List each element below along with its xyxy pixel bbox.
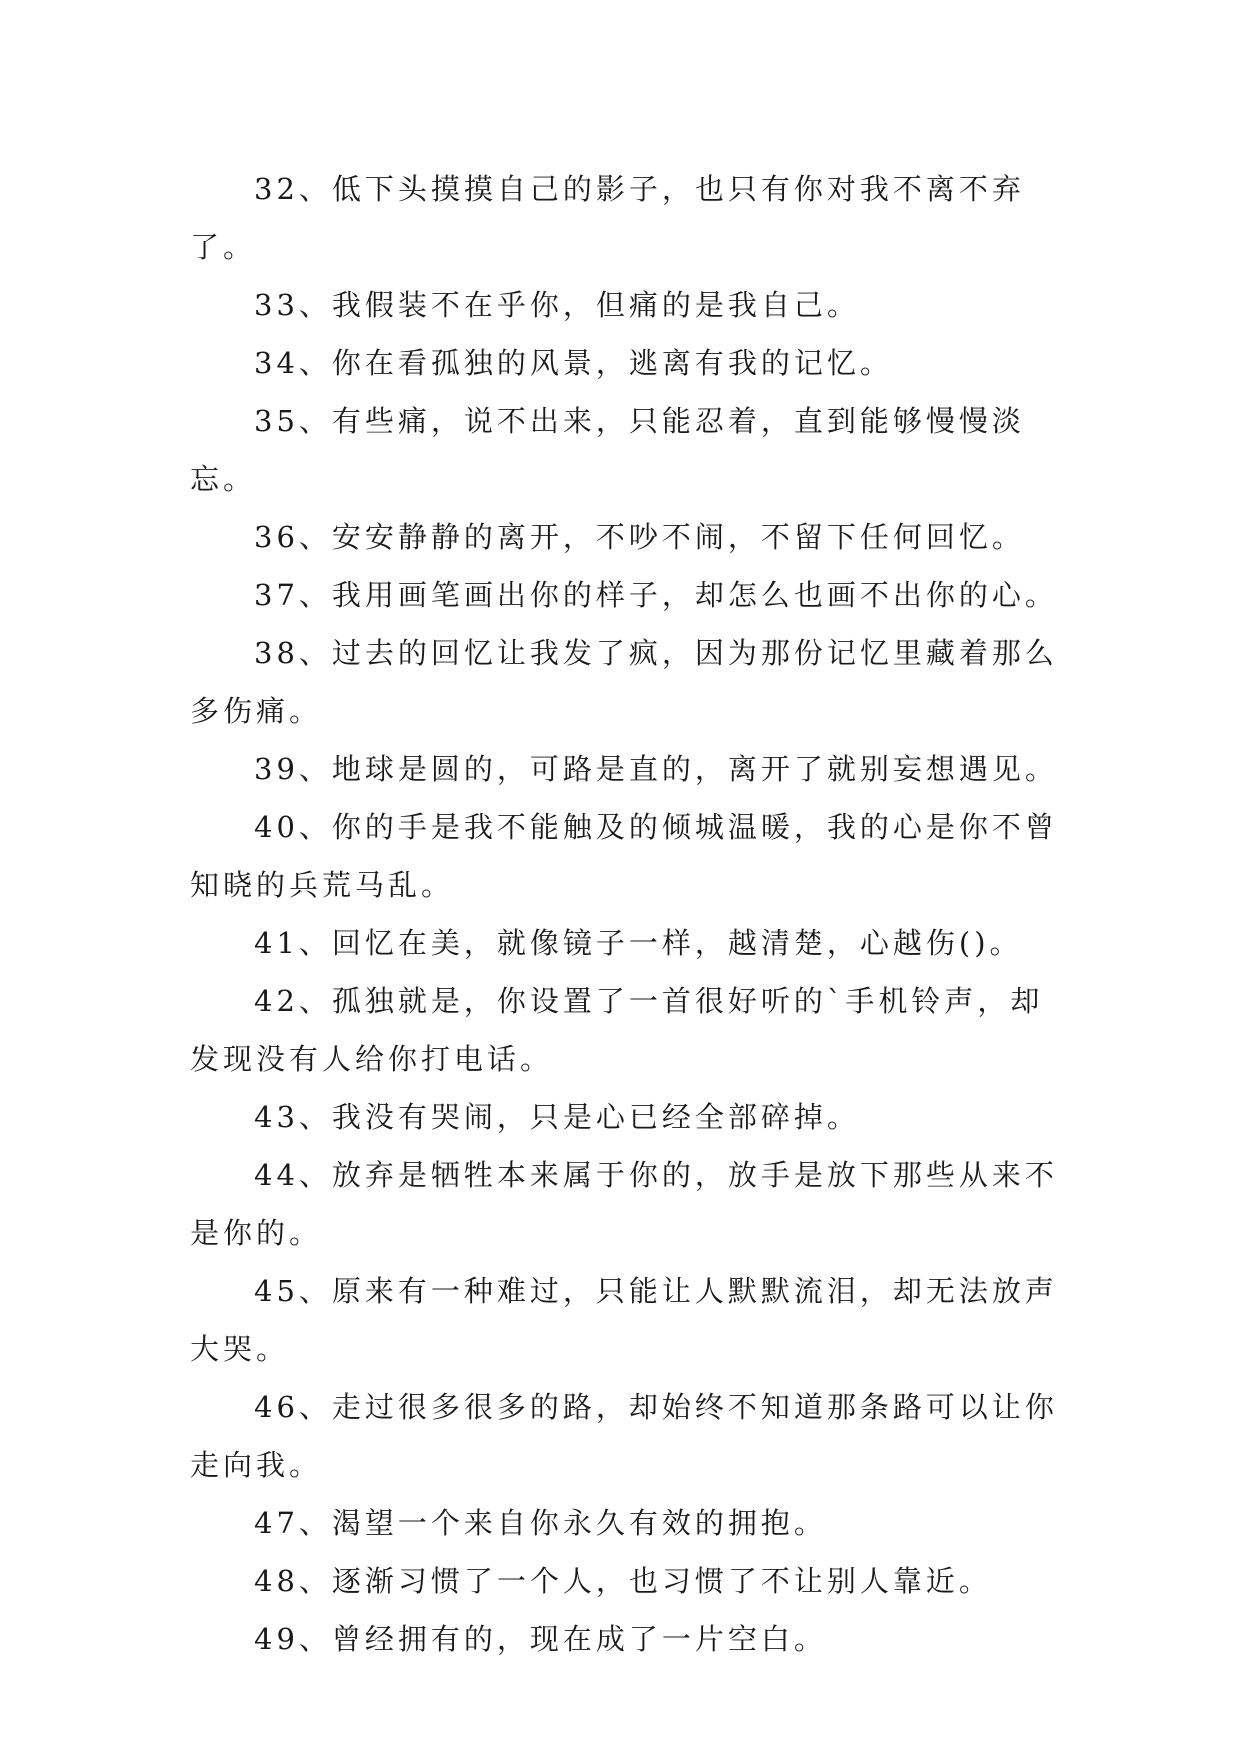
paragraph-32: 32、低下头摸摸自己的影子，也只有你对我不离不弃了。 (190, 172, 1025, 264)
paragraph-46: 46、走过很多很多的路，却始终不知道那条路可以让你走向我。 (190, 1390, 1058, 1482)
paragraph-35: 35、有些痛，说不出来，只能忍着，直到能够慢慢淡忘。 (190, 404, 1025, 496)
paragraph-38: 38、过去的回忆让我发了疯，因为那份记忆里藏着那么多伤痛。 (190, 636, 1058, 728)
paragraph-45: 45、原来有一种难过，只能让人默默流泪，却无法放声大哭。 (190, 1274, 1058, 1366)
paragraph-33: 33、我假装不在乎你，但痛的是我自己。 (254, 288, 860, 322)
paragraph-42: 42、孤独就是，你设置了一首很好听的`手机铃声，却发现没有人给你打电话。 (190, 984, 1044, 1076)
paragraph-34: 34、你在看孤独的风景，逃离有我的记忆。 (254, 346, 893, 380)
paragraph-43: 43、我没有哭闹，只是心已经全部碎掉。 (254, 1100, 860, 1134)
paragraph-48: 48、逐渐习惯了一个人，也习惯了不让别人靠近。 (254, 1564, 992, 1598)
paragraph-47: 47、渴望一个来自你永久有效的拥抱。 (254, 1506, 827, 1540)
document-body (190, 160, 1070, 1668)
paragraph-44: 44、放弃是牺牲本来属于你的，放手是放下那些从来不是你的。 (190, 1158, 1058, 1250)
paragraph-40: 40、你的手是我不能触及的倾城温暖，我的心是你不曾知晓的兵荒马乱。 (190, 810, 1058, 902)
paragraph-39: 39、地球是圆的，可路是直的，离开了就别妄想遇见。 (254, 752, 1058, 786)
paragraph-36: 36、安安静静的离开，不吵不闹，不留下任何回忆。 (254, 520, 1025, 554)
paragraph-49: 49、曾经拥有的，现在成了一片空白。 (254, 1622, 827, 1656)
paragraph-41: 41、回忆在美，就像镜子一样，越清楚，心越伤()。 (254, 926, 1023, 960)
paragraph-37: 37、我用画笔画出你的样子，却怎么也画不出你的心。 (254, 578, 1058, 612)
